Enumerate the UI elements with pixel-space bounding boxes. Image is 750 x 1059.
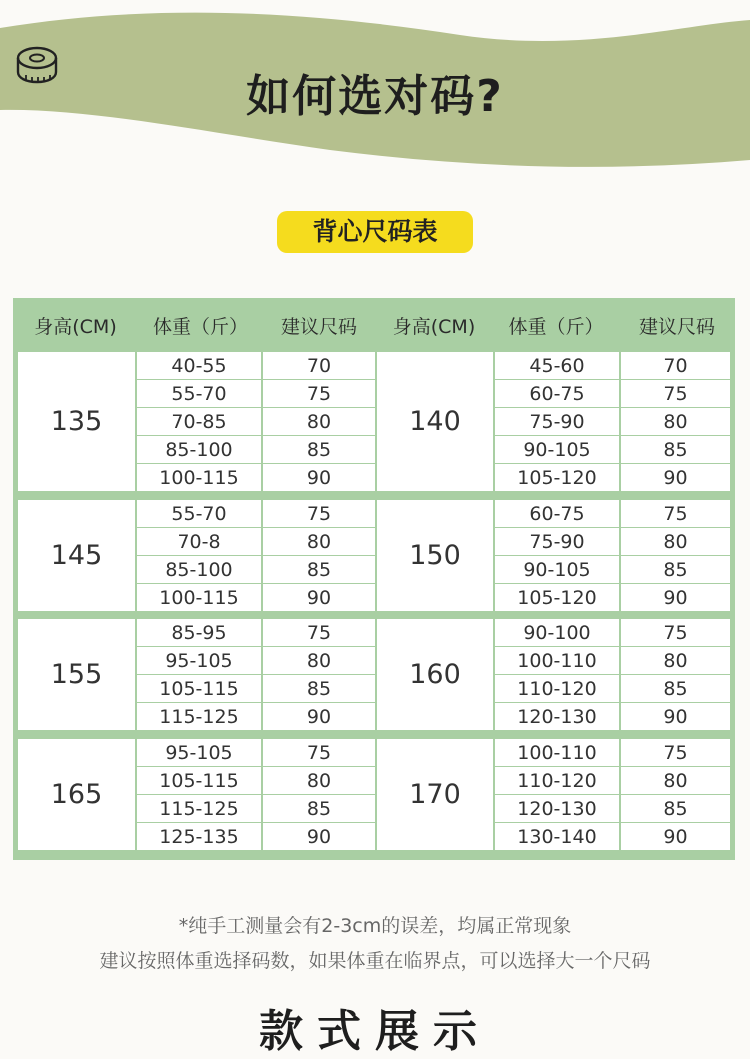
weight-cell: 40-55 [137, 352, 261, 379]
size-cell: 70 [263, 352, 375, 379]
size-cell: 90 [621, 823, 730, 850]
size-cell: 75 [263, 619, 375, 646]
size-cell: 80 [621, 767, 730, 794]
weight-cell: 90-105 [495, 436, 619, 463]
size-cell: 85 [621, 675, 730, 702]
weight-cell: 100-115 [137, 584, 261, 611]
header-size-left: 建议尺码 [280, 316, 357, 338]
weight-cell: 60-75 [495, 380, 619, 407]
size-cell: 80 [621, 528, 730, 555]
height-cell: 160 [377, 619, 493, 730]
header-height-left: 身高(CM) [34, 316, 117, 338]
weight-cell: 100-115 [137, 464, 261, 491]
weight-cell: 70-85 [137, 408, 261, 435]
size-advice-note: 建议按照体重选择码数，如果体重在临界点，可以选择大一个尺码 [99, 950, 651, 972]
size-cell: 85 [263, 556, 375, 583]
height-cell: 155 [18, 619, 135, 730]
weight-cell: 105-115 [137, 675, 261, 702]
weight-cell: 105-120 [495, 464, 619, 491]
weight-cell: 120-130 [495, 795, 619, 822]
size-cell: 85 [263, 795, 375, 822]
weight-cell: 55-70 [137, 500, 261, 527]
weight-cell: 45-60 [495, 352, 619, 379]
weight-cell: 70-8 [137, 528, 261, 555]
weight-cell: 75-90 [495, 408, 619, 435]
size-cell: 90 [263, 584, 375, 611]
weight-cell: 105-120 [495, 584, 619, 611]
header-size-right: 建议尺码 [638, 316, 715, 338]
size-cell: 80 [263, 647, 375, 674]
size-cell: 85 [621, 436, 730, 463]
size-cell: 90 [621, 584, 730, 611]
table-header [13, 298, 735, 352]
height-cell: 170 [377, 739, 493, 850]
weight-cell: 85-100 [137, 436, 261, 463]
size-cell: 90 [621, 703, 730, 730]
weight-cell: 105-115 [137, 767, 261, 794]
weight-cell: 110-120 [495, 767, 619, 794]
header-weight-right: 体重（斤） [508, 316, 604, 338]
size-cell: 75 [621, 500, 730, 527]
section-label: 背心尺码表 [277, 211, 473, 253]
weight-cell: 60-75 [495, 500, 619, 527]
weight-cell: 90-100 [495, 619, 619, 646]
weight-cell: 125-135 [137, 823, 261, 850]
size-cell: 80 [621, 647, 730, 674]
size-cell: 90 [263, 703, 375, 730]
header-weight-left: 体重（斤） [152, 316, 248, 338]
size-cell: 90 [263, 464, 375, 491]
size-cell: 85 [621, 795, 730, 822]
size-cell: 80 [263, 408, 375, 435]
size-cell: 85 [263, 436, 375, 463]
weight-cell: 75-90 [495, 528, 619, 555]
header-height-right: 身高(CM) [392, 316, 476, 338]
measurement-note: *纯手工测量会有2-3cm的误差，均属正常现象 [178, 915, 572, 937]
weight-cell: 95-105 [137, 739, 261, 766]
page-title: 如何选对码? [246, 71, 504, 122]
next-section-title: 款式展示 [259, 1006, 491, 1057]
weight-cell: 100-110 [495, 647, 619, 674]
size-cell: 75 [621, 619, 730, 646]
size-cell: 75 [263, 739, 375, 766]
height-cell: 145 [18, 500, 135, 611]
size-cell: 85 [263, 675, 375, 702]
size-table [13, 298, 735, 860]
size-cell: 85 [621, 556, 730, 583]
weight-cell: 90-105 [495, 556, 619, 583]
weight-cell: 130-140 [495, 823, 619, 850]
size-cell: 80 [263, 528, 375, 555]
table-group [18, 619, 730, 730]
size-cell: 75 [621, 739, 730, 766]
size-cell: 90 [621, 464, 730, 491]
weight-cell: 110-120 [495, 675, 619, 702]
height-cell: 135 [18, 352, 135, 491]
weight-cell: 95-105 [137, 647, 261, 674]
weight-cell: 100-110 [495, 739, 619, 766]
size-cell: 70 [621, 352, 730, 379]
size-cell: 90 [263, 823, 375, 850]
table-group [18, 739, 730, 850]
size-cell: 80 [263, 767, 375, 794]
weight-cell: 85-100 [137, 556, 261, 583]
height-cell: 140 [377, 352, 493, 491]
weight-cell: 115-125 [137, 795, 261, 822]
size-cell: 75 [263, 380, 375, 407]
size-cell: 75 [263, 500, 375, 527]
height-cell: 150 [377, 500, 493, 611]
table-group [18, 500, 730, 611]
height-cell: 165 [18, 739, 135, 850]
weight-cell: 85-95 [137, 619, 261, 646]
size-cell: 80 [621, 408, 730, 435]
weight-cell: 55-70 [137, 380, 261, 407]
weight-cell: 115-125 [137, 703, 261, 730]
table-group [18, 352, 730, 491]
weight-cell: 120-130 [495, 703, 619, 730]
size-cell: 75 [621, 380, 730, 407]
